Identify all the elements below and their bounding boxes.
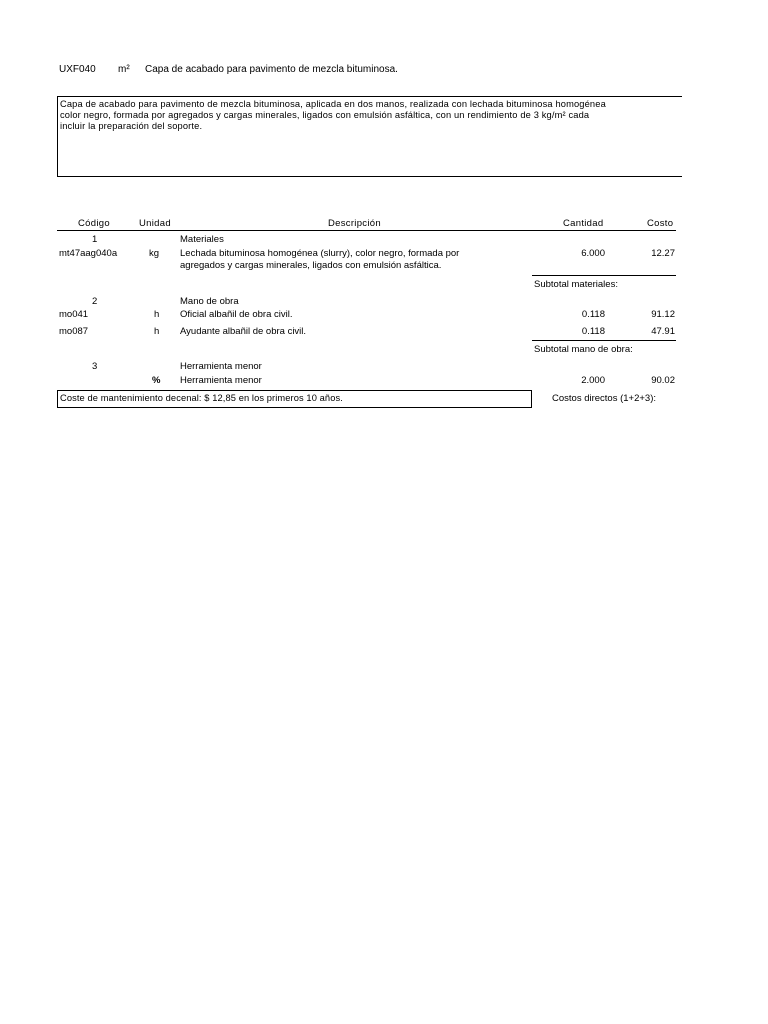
section-title: Herramienta menor — [180, 361, 262, 372]
row-description-cont: agregados y cargas minerales, ligados con emulsión asfáltica. — [180, 260, 442, 271]
description-line-1: Capa de acabado para pavimento de mezcla bituminosa, aplicada en dos manos, realizada con lechada bituminosa homogénea — [60, 99, 606, 109]
section-title: Mano de obra — [180, 296, 239, 307]
row-cost: 90.02 — [651, 375, 675, 386]
maintenance-cost-box — [57, 390, 532, 408]
row-description: Ayudante albañil de obra civil. — [180, 326, 307, 337]
row-cost: 12.27 — [651, 248, 675, 259]
header-divider — [57, 230, 676, 231]
row-code: mt47aag040a — [59, 248, 118, 259]
row-unit: kg — [149, 248, 160, 259]
row-unit: h — [154, 326, 160, 337]
column-header-code: Código — [78, 218, 110, 229]
row-cost: 47.91 — [651, 326, 675, 337]
item-title: Capa de acabado para pavimento de mezcla bituminosa. — [145, 64, 398, 75]
description-line-3: incluir la preparación del soporte. — [60, 121, 203, 131]
column-header-description: Descripción — [328, 218, 381, 229]
column-header-quantity: Cantidad — [563, 218, 604, 229]
section-number: 2 — [92, 296, 98, 307]
subtotal-divider — [532, 340, 676, 341]
subtotal-label: Subtotal materiales: — [534, 279, 618, 290]
row-description: Oficial albañil de obra civil. — [180, 309, 293, 320]
section-number: 1 — [92, 234, 98, 245]
row-description: Lechada bituminosa homogénea (slurry), color negro, formada por — [180, 248, 460, 259]
column-header-cost: Costo — [647, 218, 674, 229]
row-quantity: 6.000 — [581, 248, 605, 259]
row-quantity: 0.118 — [581, 326, 605, 337]
row-unit: % — [152, 375, 161, 386]
item-code: UXF040 — [59, 64, 96, 75]
description-box — [57, 96, 682, 177]
row-code: mo087 — [59, 326, 89, 337]
column-header-unit: Unidad — [139, 218, 171, 229]
row-description: Herramienta menor — [180, 375, 262, 386]
description-line-2: color negro, formada por agregados y cargas minerales, ligados con emulsión asfáltica, con un rendimiento de 3 kg/m² cada — [60, 110, 590, 120]
subtotal-label: Subtotal mano de obra: — [534, 344, 633, 355]
row-quantity: 0.118 — [581, 309, 605, 320]
section-number: 3 — [92, 361, 98, 372]
subtotal-divider — [532, 275, 676, 276]
direct-costs-label: Costos directos (1+2+3): — [552, 393, 657, 404]
description-text — [60, 99, 682, 132]
row-code: mo041 — [59, 309, 89, 320]
row-quantity: 2.000 — [581, 375, 605, 386]
section-title: Materiales — [180, 234, 224, 245]
item-unit: m² — [118, 64, 130, 75]
maintenance-cost-text: Coste de mantenimiento decenal: $ 12,85 en los primeros 10 años. — [60, 393, 343, 403]
row-cost: 91.12 — [651, 309, 675, 320]
row-unit: h — [154, 309, 160, 320]
